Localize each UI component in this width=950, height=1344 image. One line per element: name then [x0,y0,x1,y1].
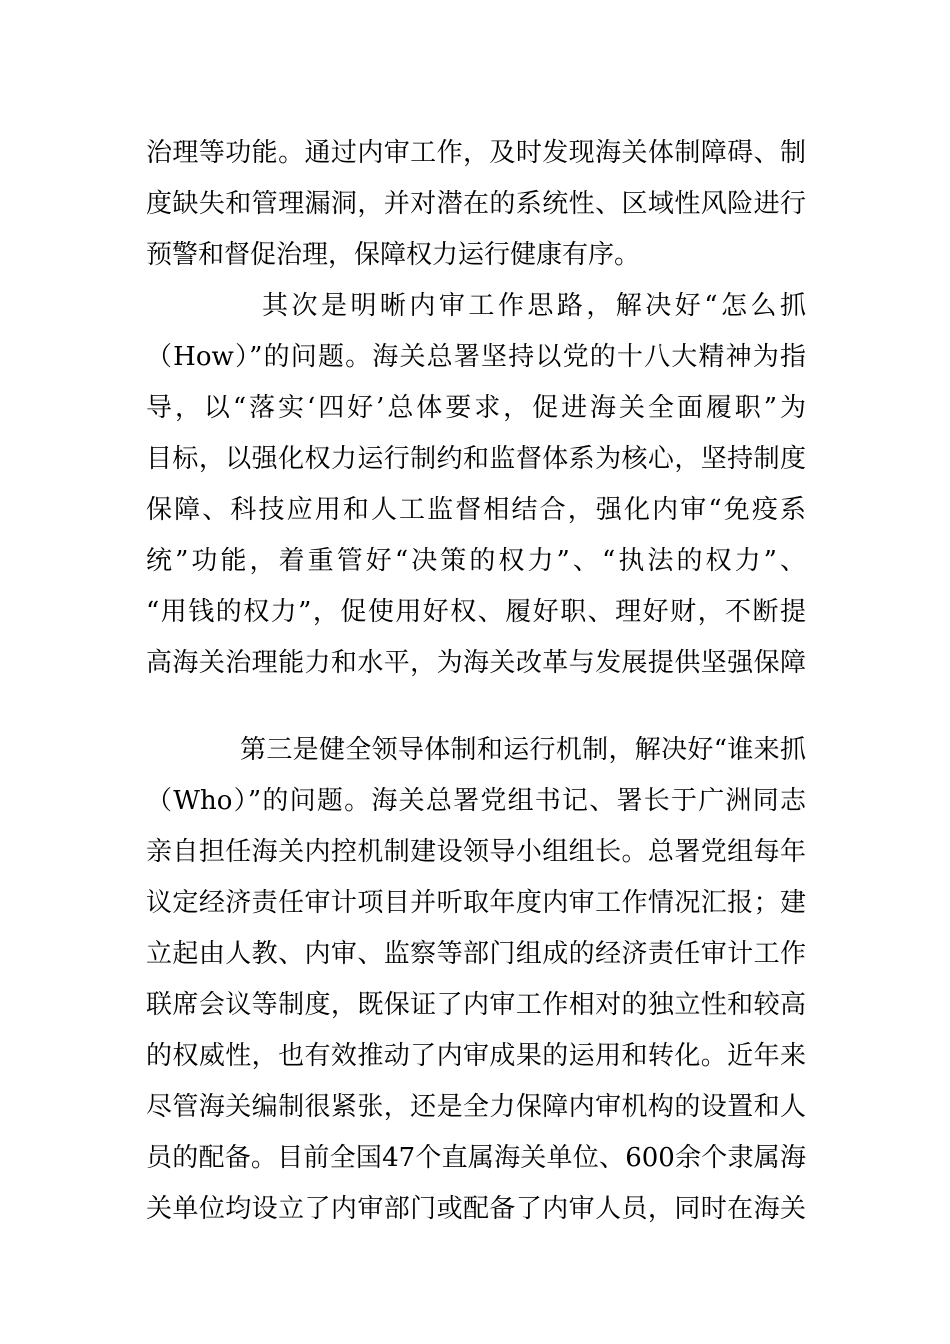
text-line-10: “用钱的权力”，促使用好权、履好职、理好财，不断提 [146,597,806,627]
text-line-13: （Who）”的问题。海关总署党组书记、署长于广洲同志 [146,786,806,816]
text-line-19: 尽管海关编制很紧张，还是全力保障内审机构的设置和人 [146,1092,806,1122]
text-line-4: 其次是明晰内审工作思路，解决好“怎么抓 [262,291,806,321]
text-line-3: 预警和督促治理，保障权力运行健康有序。 [146,240,641,270]
text-line-18: 的权威性，也有效推动了内审成果的运用和转化。近年来 [146,1041,806,1071]
text-line-16: 立起由人教、内审、监察等部门组成的经济责任审计工作 [146,939,806,969]
text-line-2: 度缺失和管理漏洞，并对潜在的系统性、区域性风险进行 [146,189,806,219]
text-line-17: 联席会议等制度，既保证了内审工作相对的独立性和较高 [146,990,806,1020]
text-line-20: 员的配备。目前全国47个直属海关单位、600余个隶属海 [146,1143,806,1173]
text-line-15: 议定经济责任审计项目并听取年度内审工作情况汇报；建 [146,888,806,918]
text-line-21: 关单位均设立了内审部门或配备了内审人员，同时在海关 [146,1194,806,1224]
text-line-9: 统”功能，着重管好“决策的权力”、“执法的权力”、 [146,546,806,576]
text-line-7: 目标，以强化权力运行制约和监督体系为核心，坚持制度 [146,444,806,474]
text-line-5: （How）”的问题。海关总署坚持以党的十八大精神为指 [146,342,806,372]
text-line-14: 亲自担任海关内控机制建设领导小组组长。总署党组每年 [146,837,806,867]
text-line-8: 保障、科技应用和人工监督相结合，强化内审“免疫系 [146,495,806,525]
text-line-11: 高海关治理能力和水平，为海关改革与发展提供坚强保障 [146,648,806,678]
text-line-12: 第三是健全领导体制和运行机制，解决好“谁来抓 [240,735,806,765]
text-line-1: 治理等功能。通过内审工作，及时发现海关体制障碍、制 [146,138,806,168]
text-line-6: 导，以“落实‘四好’总体要求，促进海关全面履职”为 [146,393,806,423]
